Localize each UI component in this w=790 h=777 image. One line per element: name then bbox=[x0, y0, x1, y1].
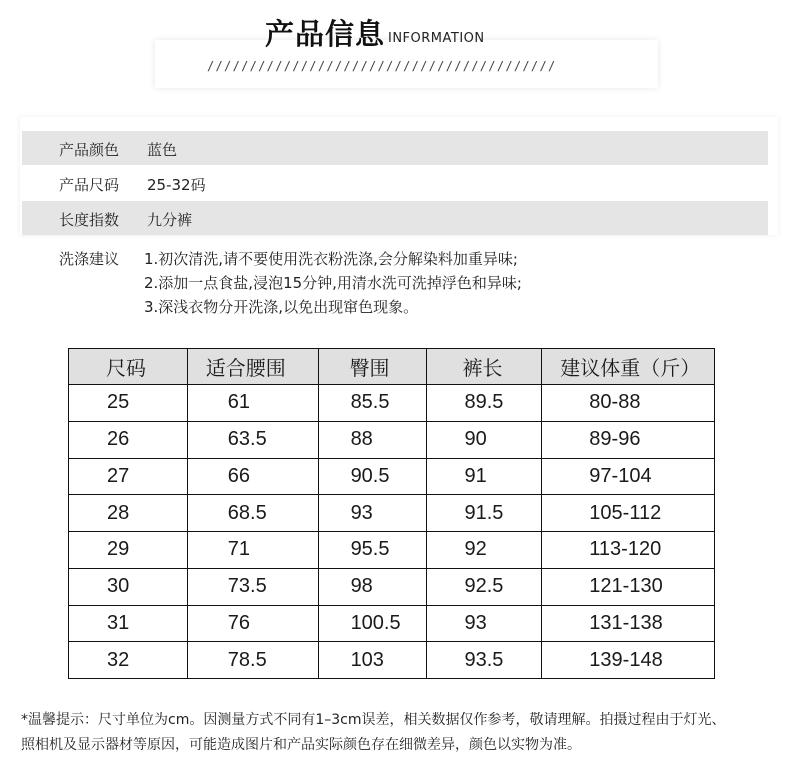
table-cell: 113-120 bbox=[542, 532, 715, 569]
table-cell: 88 bbox=[318, 421, 427, 458]
table-cell: 30 bbox=[69, 568, 188, 605]
title-divider: ///////////////////////////////////////// bbox=[207, 59, 557, 73]
info-row-size bbox=[22, 166, 768, 200]
table-row bbox=[69, 532, 715, 569]
table-cell: 93.5 bbox=[427, 642, 542, 679]
table-row bbox=[69, 605, 715, 642]
table-header-row bbox=[69, 349, 715, 385]
info-value: 25-32码 bbox=[147, 176, 206, 194]
note-text: *温馨提示：尺寸单位为cm。因测量方式不同有1–3cm误差，相关数据仅作参考，敬请理解。拍摄过程由于灯光、 bbox=[21, 712, 726, 728]
info-value: 蓝色 bbox=[147, 141, 178, 159]
table-cell: 78.5 bbox=[187, 642, 318, 679]
table-cell: 76 bbox=[187, 605, 318, 642]
table-cell: 103 bbox=[318, 642, 427, 679]
washing-line: 1.初次清洗,请不要使用洗衣粉洗涤,会分解染料加重异味; bbox=[144, 250, 518, 268]
table-cell: 98 bbox=[318, 568, 427, 605]
table-cell: 100.5 bbox=[318, 605, 427, 642]
table-cell: 89.5 bbox=[427, 385, 542, 422]
table-row bbox=[69, 458, 715, 495]
note-text: 照相机及显示器材等原因，可能造成图片和产品实际颜色存在细微差异，颜色以实物为准。 bbox=[21, 737, 581, 753]
washing-line: 3.深浅衣物分开洗涤,以免出现窜色现象。 bbox=[144, 298, 419, 316]
page-title: 产品信息 bbox=[265, 17, 386, 51]
table-cell: 90 bbox=[427, 421, 542, 458]
table-cell: 71 bbox=[187, 532, 318, 569]
info-label: 产品颜色 bbox=[59, 141, 120, 159]
table-row bbox=[69, 421, 715, 458]
table-cell: 139-148 bbox=[542, 642, 715, 679]
table-cell: 90.5 bbox=[318, 458, 427, 495]
table-cell: 32 bbox=[69, 642, 188, 679]
table-cell: 121-130 bbox=[542, 568, 715, 605]
table-row bbox=[69, 495, 715, 532]
table-cell: 25 bbox=[69, 385, 188, 422]
info-label: 产品尺码 bbox=[59, 176, 120, 194]
info-row-color bbox=[22, 131, 768, 165]
column-header: 建议体重（斤） bbox=[542, 349, 715, 385]
table-cell: 63.5 bbox=[187, 421, 318, 458]
table-cell: 105-112 bbox=[542, 495, 715, 532]
table-cell: 91.5 bbox=[427, 495, 542, 532]
table-cell: 95.5 bbox=[318, 532, 427, 569]
table-cell: 73.5 bbox=[187, 568, 318, 605]
table-cell: 131-138 bbox=[542, 605, 715, 642]
info-label: 长度指数 bbox=[59, 211, 120, 229]
table-cell: 92 bbox=[427, 532, 542, 569]
washing-line: 2.添加一点食盐,浸泡15分钟,用清水洗可洗掉浮色和异味; bbox=[144, 274, 522, 292]
table-cell: 93 bbox=[427, 605, 542, 642]
column-header: 臀围 bbox=[318, 349, 427, 385]
page-subtitle: INFORMATION bbox=[388, 31, 485, 46]
table-cell: 97-104 bbox=[542, 458, 715, 495]
info-value: 九分裤 bbox=[147, 211, 193, 229]
table-cell: 29 bbox=[69, 532, 188, 569]
table-cell: 31 bbox=[69, 605, 188, 642]
table-cell: 91 bbox=[427, 458, 542, 495]
table-cell: 92.5 bbox=[427, 568, 542, 605]
table-row bbox=[69, 568, 715, 605]
table-cell: 26 bbox=[69, 421, 188, 458]
table-cell: 28 bbox=[69, 495, 188, 532]
table-cell: 93 bbox=[318, 495, 427, 532]
table-cell: 61 bbox=[187, 385, 318, 422]
size-table bbox=[68, 348, 715, 679]
washing-label: 洗涤建议 bbox=[59, 250, 120, 268]
table-row bbox=[69, 642, 715, 679]
table-cell: 27 bbox=[69, 458, 188, 495]
table-row bbox=[69, 385, 715, 422]
column-header: 尺码 bbox=[69, 349, 188, 385]
column-header: 裤长 bbox=[427, 349, 542, 385]
table-cell: 80-88 bbox=[542, 385, 715, 422]
column-header: 适合腰围 bbox=[187, 349, 318, 385]
table-cell: 66 bbox=[187, 458, 318, 495]
info-row-length bbox=[22, 201, 768, 235]
table-cell: 89-96 bbox=[542, 421, 715, 458]
table-cell: 85.5 bbox=[318, 385, 427, 422]
table-cell: 68.5 bbox=[187, 495, 318, 532]
